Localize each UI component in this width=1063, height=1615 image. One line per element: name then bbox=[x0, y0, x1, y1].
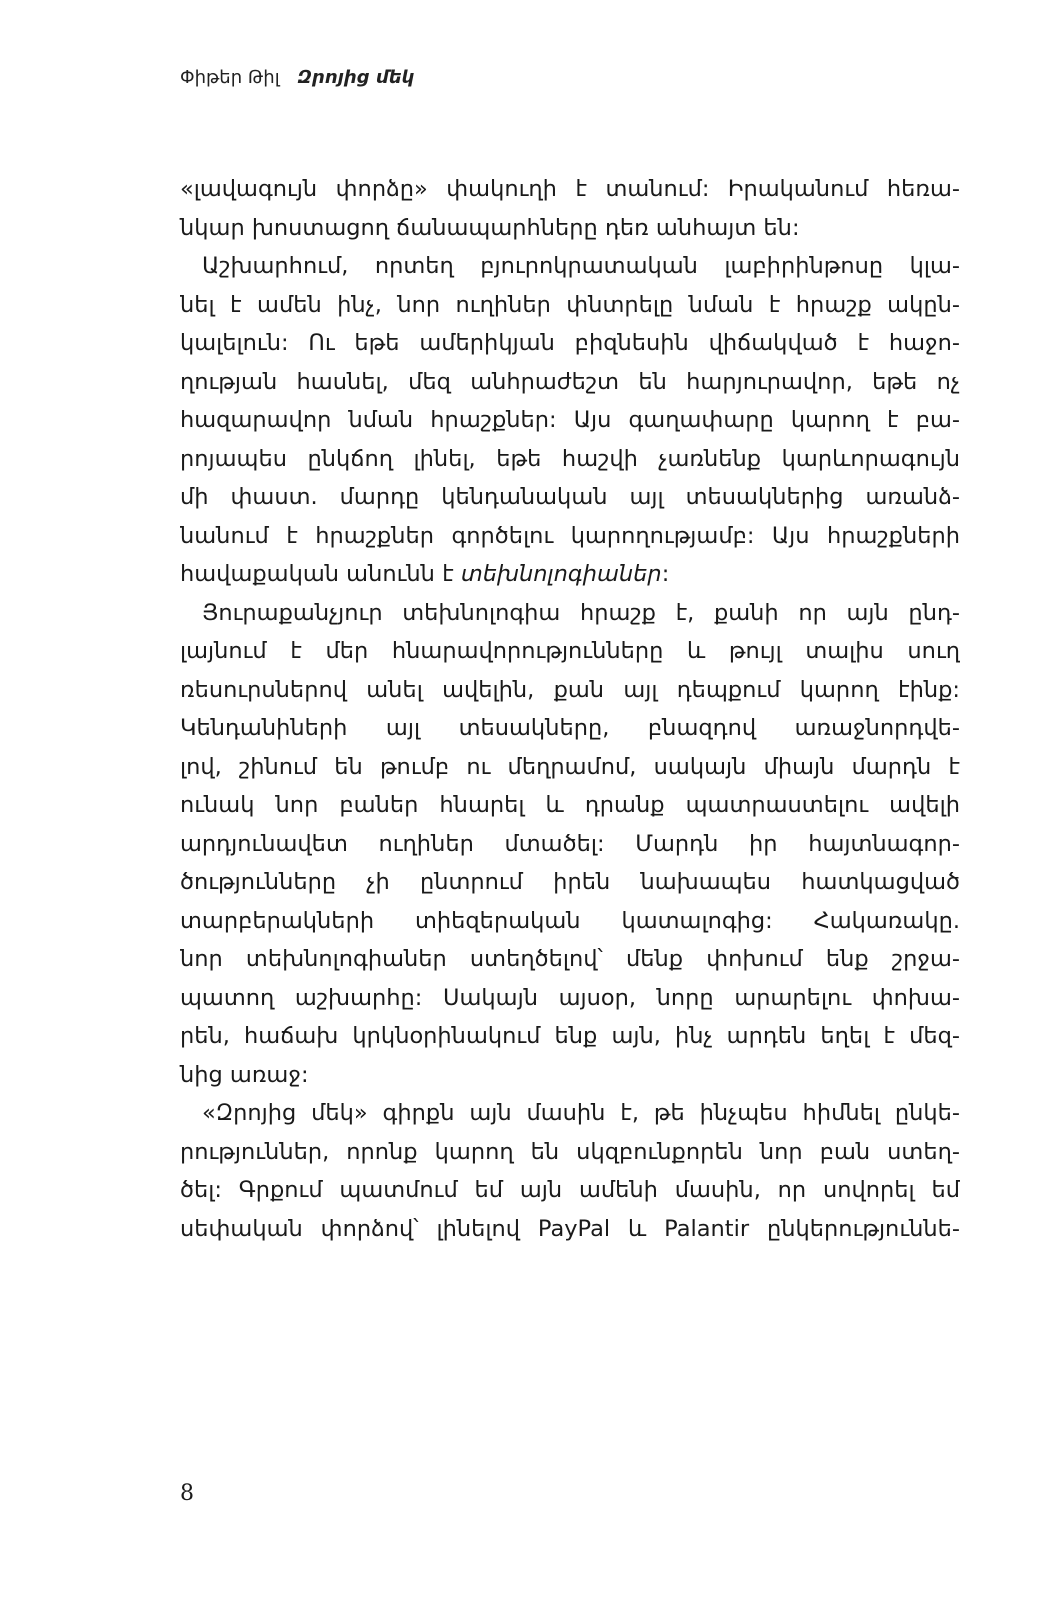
italic-term: տեխնոլոգիաներ bbox=[460, 561, 662, 587]
text-line: սեփական փորձով՝ լինելով PayPal և Palantir ընկերություննե- bbox=[180, 1215, 960, 1242]
text-line: Յուրաքանչյուր տեխնոլոգիա հրաշք է, քանի որ այն ընդ- bbox=[202, 599, 960, 626]
text-line: պատող աշխարհը: Սակայն այսօր, նորը արարելու փոխա- bbox=[180, 984, 960, 1011]
text-line: ծել: Գրքում պատմում եմ այն ամենի մասին, որ սովորել եմ bbox=[180, 1177, 960, 1203]
text-line: րոյապես ընկճող լինել, եթե հաշվի չառնենք կարևորագույն bbox=[180, 445, 960, 472]
text-line: րեն, հաճախ կրկնօրինակում ենք այն, ինչ արդեն եղել է մեզ- bbox=[180, 1023, 960, 1049]
text-line-start: հավաքական անունն է bbox=[180, 561, 461, 587]
text-line: հազարավոր նման հրաշքներ: Այս գաղափարը կարող է բա- bbox=[180, 407, 960, 433]
text-line: րություններ, որոնք կարող են սկզբունքորեն նոր բան ստեղ- bbox=[180, 1138, 960, 1165]
text-line: լով, շինում են թումբ ու մեղրամոմ, սակայն միայն մարդն է bbox=[180, 753, 960, 780]
text-line: ունակ նոր բաներ հնարել և դրանք պատրաստելու ավելի bbox=[180, 792, 960, 818]
text-line: «լավագույն փորձը» փակուղի է տանում: Իրականում հեռա- bbox=[180, 176, 960, 202]
text-line: ծությունները չի ընտրում իրեն նախապես հատկացված bbox=[180, 869, 960, 895]
italic-term-punctuation: : bbox=[661, 561, 670, 587]
running-head-author: Փիթեր Թիլ bbox=[180, 67, 280, 88]
page-number: 8 bbox=[180, 1481, 194, 1506]
text-line: նից առաջ: bbox=[180, 1061, 309, 1088]
text-line: նանում է հրաշքներ գործելու կարողությամբ: Այս հրաշքների bbox=[180, 522, 960, 549]
text-line: ղության հասնել, մեզ անհրաժեշտ են հարյուրավոր, եթե ոչ bbox=[180, 368, 960, 395]
text-line: Աշխարհում, որտեղ բյուրոկրատական լաբիրինթոսը կլա- bbox=[202, 253, 960, 279]
body-text bbox=[180, 170, 960, 1248]
running-head bbox=[180, 66, 414, 90]
text-line: նոր տեխնոլոգիաներ ստեղծելով՝ մենք փոխում ենք շրջա- bbox=[180, 946, 960, 972]
running-head-title: Զրոյից մեկ bbox=[297, 67, 415, 88]
text-line bbox=[180, 555, 960, 594]
text-line: «Զրոյից մեկ» գիրքն այն մասին է, թե ինչպես հիմնել ընկե- bbox=[202, 1100, 960, 1126]
text-line: նկար խոստացող ճանապարհները դեռ անհայտ են: bbox=[180, 214, 800, 241]
text-line: նել է ամեն ինչ, նոր ուղիներ փնտրելը նման է հրաշք ակըն- bbox=[180, 291, 960, 318]
text-line: Կենդանիների այլ տեսակները, բնազդով առաջնորդվե- bbox=[180, 715, 960, 741]
text-line: տարբերակների տիեզերական կատալոգից: Հակառակը. bbox=[180, 907, 960, 934]
text-line: լայնում է մեր հնարավորությունները և թույլ տալիս սուղ bbox=[180, 638, 960, 664]
text-line: մի փաստ. մարդը կենդանական այլ տեսակներից առանձ- bbox=[180, 484, 960, 510]
text-line: կալելուն: Ու եթե ամերիկյան բիզնեսին վիճակված է հաջո- bbox=[180, 330, 960, 356]
text-line: արդյունավետ ուղիներ մտածել: Մարդն իր հայտնագոր- bbox=[180, 830, 960, 857]
text-line: ռեսուրսներով անել ավելին, քան այլ դեպքում կարող էինք: bbox=[180, 676, 960, 703]
